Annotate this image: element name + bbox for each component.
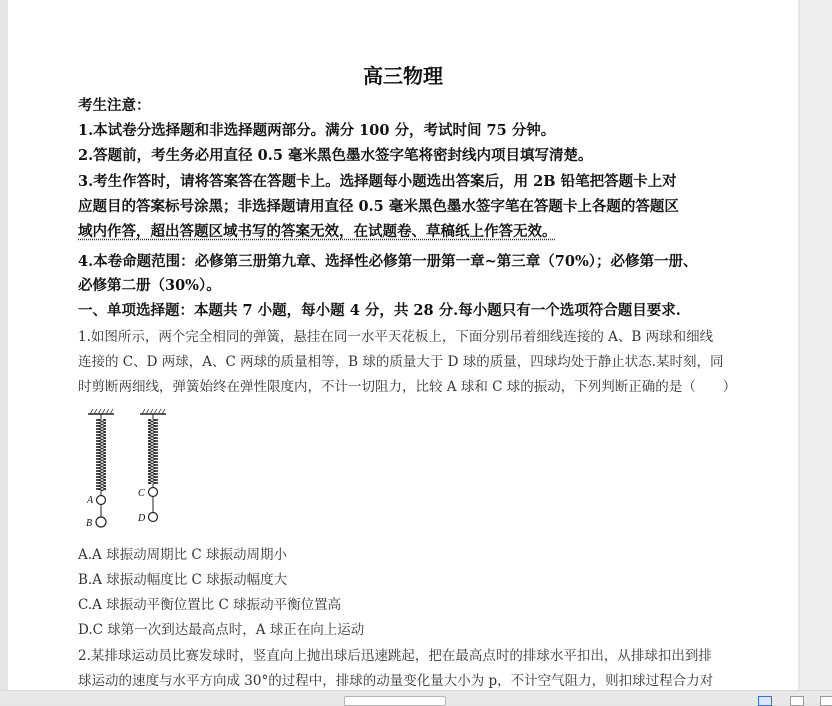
q1-line-2: 连接的 C、D 两球，A、C 两球的质量相等，B 球的质量大于 D 球的质量，四球均处于静止状态.某时刻，同	[78, 354, 724, 370]
continuous-view-icon[interactable]	[820, 696, 832, 706]
document-page	[8, 0, 798, 690]
notice-line-2: 2.答题前，考生务必用直径 0.5 毫米黑色墨水签字笔将密封线内项目填写清楚。	[78, 147, 593, 164]
q1-line-1: 1.如图所示，两个完全相同的弹簧，悬挂在同一水平天花板上，下面分别吊着细线连接的 A、B 两球和细线	[78, 329, 714, 345]
page-title: 高三物理	[363, 64, 443, 88]
q1-option-b: B.A 球振动幅度比 C 球振动幅度大	[78, 572, 288, 588]
label-a: A	[87, 495, 94, 506]
vertical-scrollbar[interactable]	[800, 0, 832, 690]
q1-option-a: A.A 球振动周期比 C 球振动周期小	[78, 547, 287, 563]
q2-line-2: 球运动的速度与水平方向成 30°的过程中，排球的动量变化量大小为 p，不计空气阻力，则扣球过程合力对	[78, 673, 714, 689]
notice-line-6: 4.本卷命题范围：必修第三册第九章、选择性必修第一册第一章~第三章（70%）；必修第一册、	[78, 253, 698, 270]
notice-line-1: 1.本试卷分选择题和非选择题两部分。满分 100 分，考试时间 75 分钟。	[78, 122, 556, 139]
label-b: B	[86, 518, 93, 529]
label-c: C	[138, 488, 145, 499]
section-heading: 一、单项选择题：本题共 7 小题，每小题 4 分，共 28 分.每小题只有一个选项符合题目要求.	[78, 302, 681, 319]
spring-figure	[82, 408, 172, 532]
notice-line-7: 必修第二册（30%）。	[78, 277, 221, 294]
label-d: D	[138, 513, 146, 524]
q1-option-d: D.C 球第一次到达最高点时，A 球正在向上运动	[78, 622, 365, 638]
notice-line-5: 域内作答，超出答题区域书写的答案无效，在试题卷、草稿纸上作答无效。	[78, 223, 557, 240]
q1-line-3: 时剪断两细线，弹簧始终在弹性限度内，不计一切阻力，比较 A 球和 C 球的振动，下列判断正确的是（ ）	[78, 379, 737, 395]
two-springs-diagram	[82, 408, 172, 532]
single-page-view-icon[interactable]	[758, 696, 772, 706]
q1-option-c: C.A 球振动平衡位置比 C 球振动平衡位置高	[78, 597, 342, 613]
double-page-view-icon[interactable]	[790, 696, 804, 706]
q2-line-1: 2.某排球运动员比赛发球时，竖直向上抛出球后迅速跳起，把在最高点时的排球水平扣出，从排球扣出到排	[78, 648, 712, 664]
notice-heading: 考生注意：	[78, 97, 151, 114]
page-number-input[interactable]	[344, 696, 446, 706]
notice-line-4: 应题目的答案标号涂黑；非选择题请用直径 0.5 毫米黑色墨水签字笔在答题卡上各题的答题区	[78, 198, 679, 215]
notice-line-3: 3.考生作答时，请将答案答在答题卡上。选择题每小题选出答案后，用 2B 铅笔把答题卡上对	[78, 173, 677, 190]
